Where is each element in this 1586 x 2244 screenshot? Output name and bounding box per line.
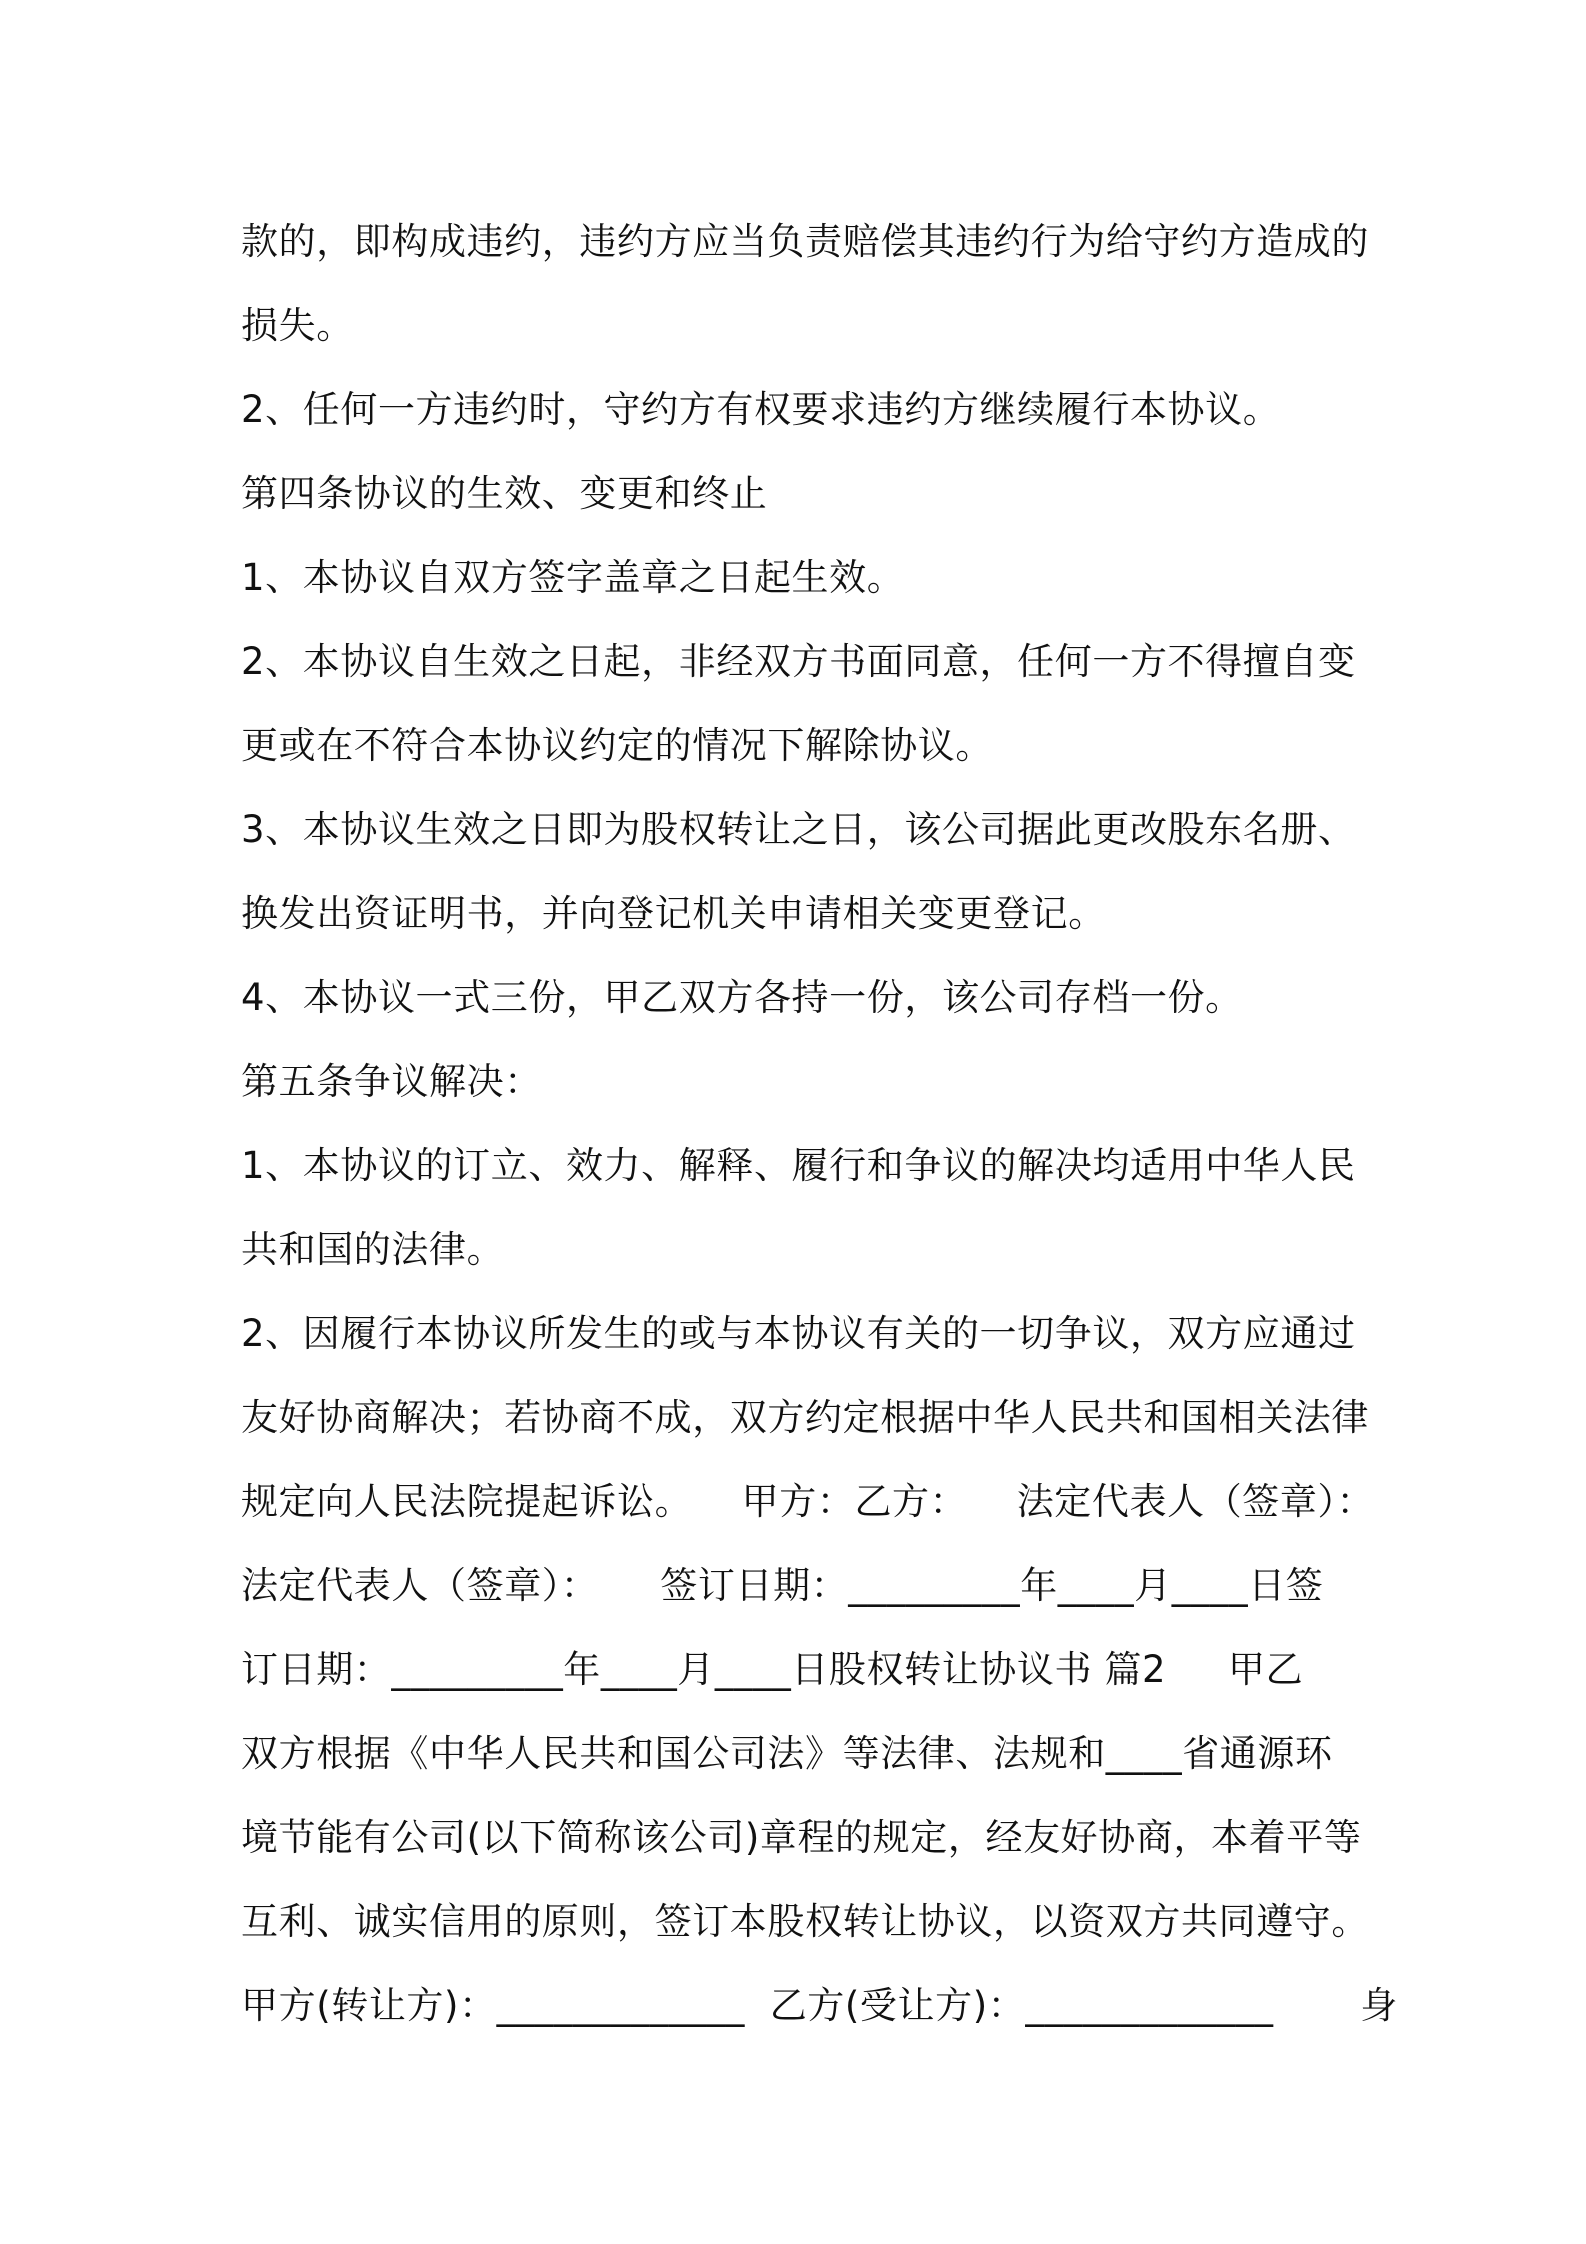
text-line: 更或在不符合本协议约定的情况下解除协议。 <box>241 724 993 767</box>
text-line: 换发出资证明书，并向登记机关申请相关变更登记。 <box>241 892 1106 935</box>
text-line: 共和国的法律。 <box>241 1228 505 1271</box>
text-line: 4、本协议一式三份，甲乙双方各持一份，该公司存档一份。 <box>241 976 1243 1019</box>
text-line: 1、本协议的订立、效力、解释、履行和争议的解决均适用中华人民 <box>241 1144 1356 1187</box>
text-line: 互利、诚实信用的原则，签订本股权转让协议，以资双方共同遵守。 <box>241 1900 1369 1943</box>
text-line: 双方根据《中华人民共和国公司法》等法律、法规和____省通源环 <box>241 1732 1333 1775</box>
text-line: 3、本协议生效之日即为股权转让之日，该公司据此更改股东名册、 <box>241 808 1356 851</box>
text-line: 2、本协议自生效之日起，非经双方书面同意，任何一方不得擅自变 <box>241 640 1356 683</box>
text-line: 友好协商解决；若协商不成，双方约定根据中华人民共和国相关法律 <box>241 1396 1369 1439</box>
text-line: 甲方(转让方)：_____________ 乙方(受让方)：_____________ 身 <box>241 1984 1398 2027</box>
text-line: 规定向人民法院提起诉讼。 甲方：乙方： 法定代表人（签章）： <box>241 1480 1375 1523</box>
text-line: 2、任何一方违约时，守约方有权要求违约方继续履行本协议。 <box>241 388 1281 431</box>
text-line: 1、本协议自双方签字盖章之日起生效。 <box>241 556 905 599</box>
section-heading: 第四条协议的生效、变更和终止 <box>241 472 768 515</box>
text-line: 订日期：_________年____月____日股权转让协议书 篇2 甲乙 <box>241 1648 1304 1691</box>
text-line: 境节能有公司(以下简称该公司)章程的规定，经友好协商，本着平等 <box>241 1816 1362 1859</box>
section-heading: 第五条争议解决： <box>241 1060 542 1103</box>
text-line: 损失。 <box>241 304 354 347</box>
text-line: 法定代表人（签章）： 签订日期：_________年____月____日签 <box>241 1564 1324 1607</box>
text-line: 2、因履行本协议所发生的或与本协议有关的一切争议，双方应通过 <box>241 1312 1356 1355</box>
text-line: 款的，即构成违约，违约方应当负责赔偿其违约行为给守约方造成的 <box>241 220 1369 263</box>
document-body <box>241 200 1398 2048</box>
